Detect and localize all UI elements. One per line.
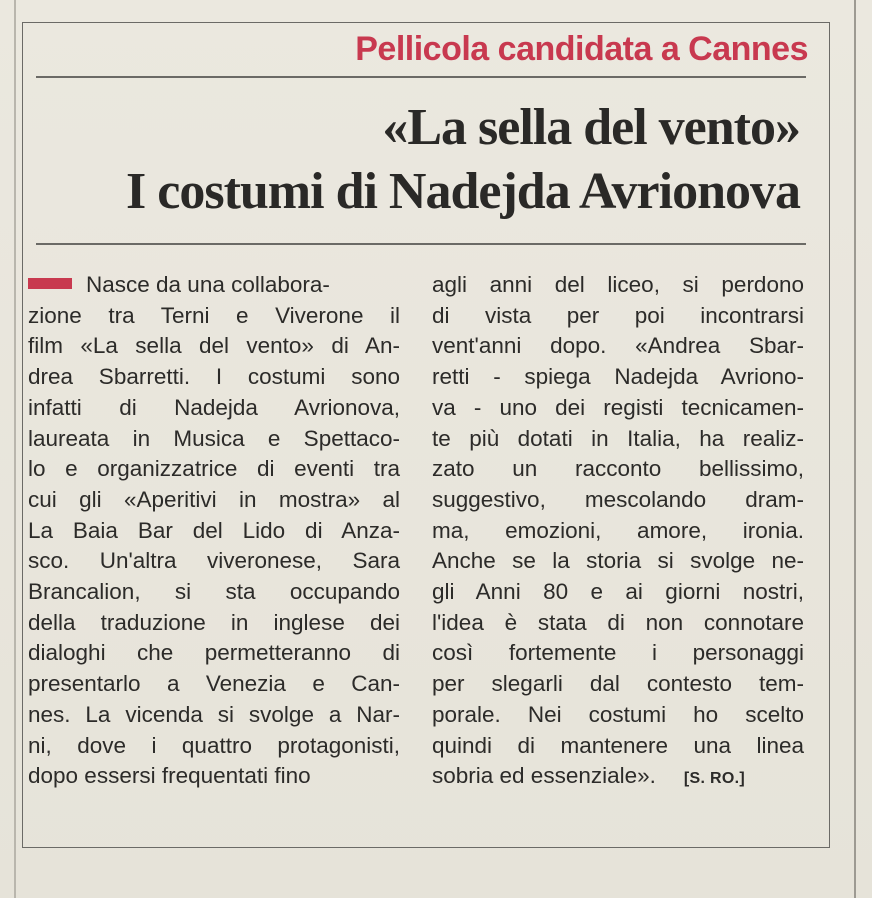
text-line [432, 546, 804, 577]
author-signature: [S. RO.] [683, 770, 745, 788]
text-line [28, 761, 400, 792]
text-line-content: per slegarli dal contesto tem- [432, 671, 804, 697]
headline-line-1: «La sella del vento» [382, 99, 800, 156]
text-line [432, 700, 804, 731]
page-edge-left [14, 0, 16, 898]
text-line-content: zione tra Terni e Viverone il [28, 302, 400, 328]
text-line-content: ma, emozioni, amore, ironia. [432, 517, 804, 543]
text-line [432, 669, 804, 700]
text-line [432, 270, 804, 301]
text-line [28, 485, 400, 516]
text-line-content: va - uno dei registi tecnicamen- [432, 394, 804, 420]
text-line-content: dopo essersi frequentati fino [28, 763, 311, 789]
text-line [28, 546, 400, 577]
text-line-content: Anche se la storia si svolge ne- [432, 548, 804, 574]
text-line [432, 608, 804, 639]
text-line [432, 761, 804, 795]
text-line-content: nes. La vicenda si svolge a Nar- [28, 701, 400, 727]
text-line-content: infatti di Nadejda Avrionova, [28, 394, 400, 420]
text-line [28, 700, 400, 731]
text-line-content: gli Anni 80 e ai giorni nostri, [432, 579, 804, 605]
text-line-content: l'idea è stata di non connotare [432, 609, 804, 635]
text-line-content: della traduzione in inglese dei [28, 609, 400, 635]
text-line [432, 454, 804, 485]
text-line-content: porale. Nei costumi ho scelto [432, 701, 804, 727]
text-line [432, 516, 804, 547]
text-line [28, 362, 400, 393]
text-line [432, 424, 804, 455]
text-line-content: cui gli «Aperitivi in mostra» al [28, 486, 400, 512]
text-line-content: La Baia Bar del Lido di Anza- [28, 517, 400, 543]
article-kicker: Pellicola candidata a Cannes [355, 30, 808, 68]
lead-bullet-mark [28, 278, 72, 289]
text-line-content: te più dotati in Italia, ha realiz- [432, 425, 804, 451]
text-line-content: drea Sbarretti. I costumi sono [28, 364, 400, 390]
text-line [432, 638, 804, 669]
body-column-right [432, 270, 804, 795]
text-line-content: così fortemente i personaggi [432, 640, 804, 666]
text-line-content: Brancalion, si sta occupando [28, 579, 400, 605]
text-line-content: zato un racconto bellissimo, [432, 456, 804, 482]
text-line [28, 577, 400, 608]
text-line [432, 393, 804, 424]
text-line [28, 454, 400, 485]
text-line [432, 485, 804, 516]
text-line [28, 270, 400, 301]
text-line-content: vent'anni dopo. «Andrea Sbar- [432, 333, 804, 359]
text-line-content: quindi di mantenere una linea [432, 732, 804, 758]
body-column-left [28, 270, 400, 792]
text-line [432, 331, 804, 362]
article-headline [40, 96, 800, 224]
text-line-content: ni, dove i quattro protagonisti, [28, 732, 400, 758]
text-line-content: sco. Un'altra viveronese, Sara [28, 548, 400, 574]
headline-line-2: I costumi di Nadejda Avrionova [126, 163, 800, 220]
text-line-content: film «La sella del vento» di An- [28, 333, 400, 359]
text-line-content: presentarlo a Venezia e Can- [28, 671, 400, 697]
text-line [432, 362, 804, 393]
divider-headline [36, 243, 806, 245]
text-line-content: sobria ed essenziale». [432, 763, 656, 789]
text-line-content: dialoghi che permetteranno di [28, 640, 400, 666]
page-edge-right [854, 0, 856, 898]
text-line-content: laureata in Musica e Spettaco- [28, 425, 400, 451]
text-line [28, 424, 400, 455]
text-line-content: di vista per poi incontrarsi [432, 302, 804, 328]
text-line [28, 301, 400, 332]
text-line-content: Nasce da una collabora- [86, 272, 330, 297]
text-line-content: agli anni del liceo, si perdono [432, 272, 804, 297]
text-line [432, 301, 804, 332]
text-line [28, 331, 400, 362]
text-line-content: suggestivo, mescolando dram- [432, 486, 804, 512]
text-line [432, 731, 804, 762]
divider-top [36, 76, 806, 78]
text-line [28, 393, 400, 424]
text-line [28, 638, 400, 669]
text-line [28, 669, 400, 700]
text-line-content: lo e organizzatrice di eventi tra [28, 456, 400, 482]
text-line [432, 577, 804, 608]
text-line-content: retti - spiega Nadejda Avriono- [432, 364, 804, 390]
text-line [28, 608, 400, 639]
text-line [28, 731, 400, 762]
text-line [28, 516, 400, 547]
